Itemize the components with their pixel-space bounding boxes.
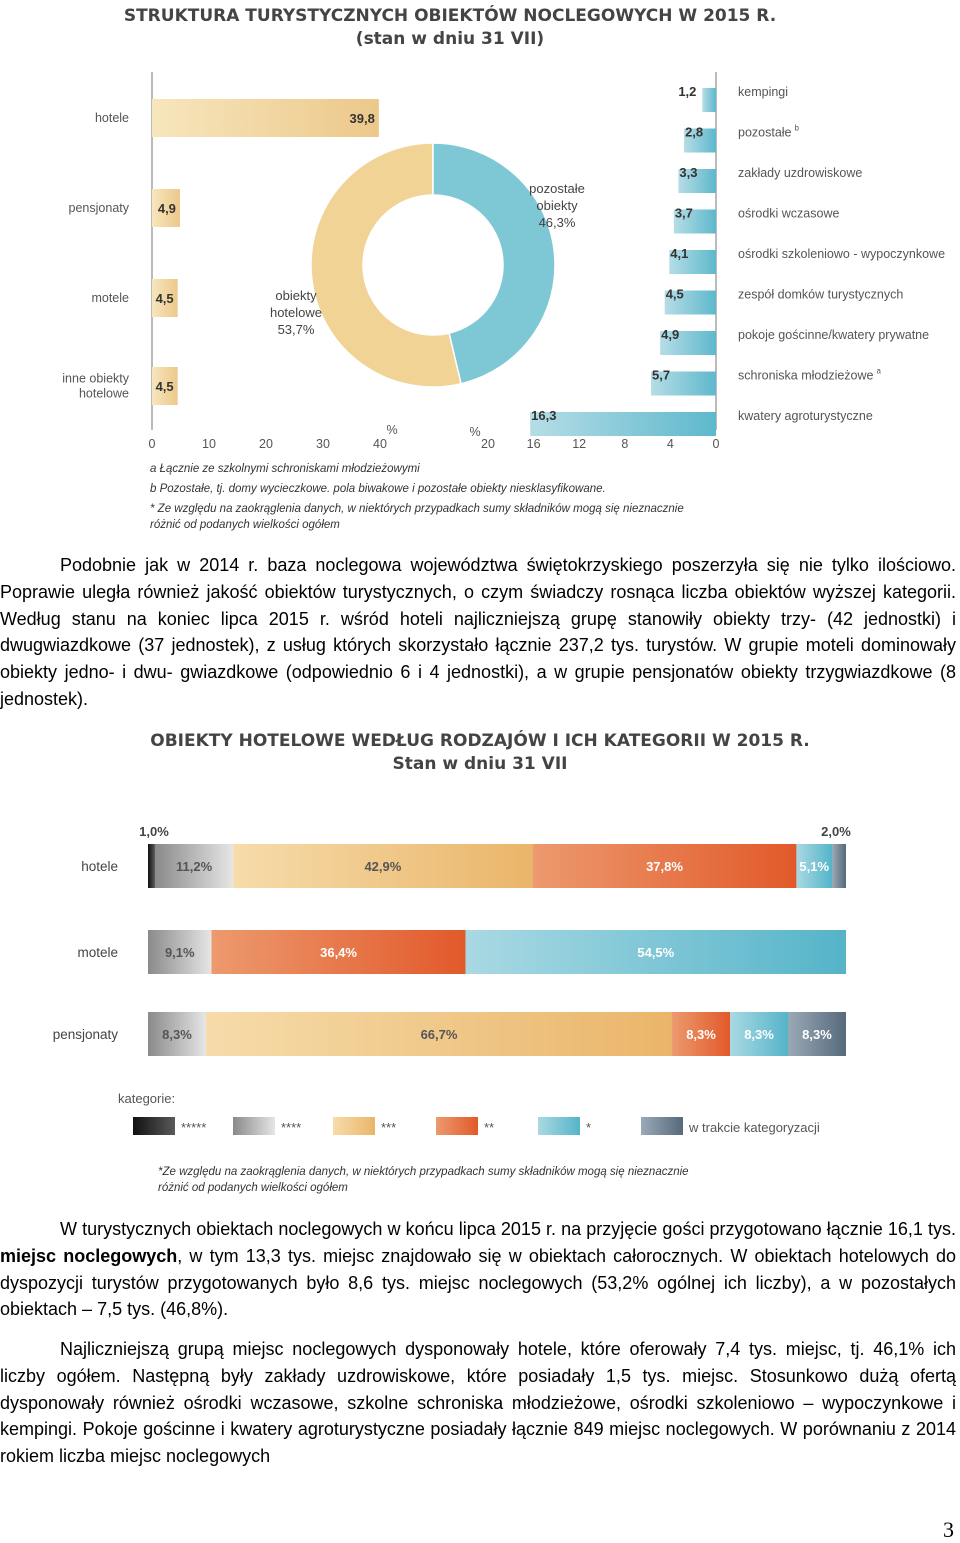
left-unit-label: % — [386, 423, 398, 437]
left-category-label: hotele — [94, 111, 129, 125]
footnote-a: a Łącznie ze szkolnymi schroniskami młodzieżowymi — [150, 463, 420, 475]
chart1-title — [0, 5, 900, 51]
right-category-label: kwatery agroturystyczne — [738, 409, 873, 423]
left-bar-value: 4,9 — [157, 201, 176, 216]
stacked-category-label: motele — [77, 945, 118, 960]
right-category-label: schroniska młodzieżowe $^a$ — [738, 366, 881, 383]
stacked-segment-label: 66,7% — [420, 1027, 458, 1042]
right-unit-label: % — [469, 425, 481, 439]
stacked-segment — [148, 844, 155, 888]
chart2-footnote-line1: *Ze względu na zaokrąglenia danych, w niektórych przypadkach sumy składników mogą się nieznacznie — [158, 1166, 689, 1178]
stacked-segment-label: 54,5% — [637, 945, 675, 960]
stacked-segment-label: 5,1% — [799, 859, 830, 874]
stacked-segment — [832, 844, 846, 888]
chart2-title-line2: Stan w dniu 31 VII — [392, 754, 568, 774]
left-bar — [152, 99, 379, 137]
paragraph-3-text: Najliczniejszą grupą miejsc noclegowych dysponowały hotele, które oferowały 7,4 tys. miejsc, tj. 46,1% ich liczby ogółem. Następną były zakłady uzdrowiskowe, które posiadały 1,5 tys. miejsc. Stosunkowo dużą ofertą dysponowały również ośrodki wczasowe, szkolne schroniska młodzieżowe, ośrodki szkoleniowo – wypoczynkowe i kempingi. Pokoje gościnne i kwatery agroturystyczne posiadały łącznie 849 miejsc noclegowych. W porównaniu z 2014 rokiem liczba miejsc noclegowych — [0, 1339, 956, 1467]
legend-label: * — [586, 1120, 592, 1135]
left-tick-label: 20 — [259, 437, 273, 451]
right-tick-label: 20 — [481, 437, 495, 451]
legend-swatch — [641, 1117, 683, 1135]
right-tick-label: 0 — [712, 437, 720, 451]
right-tick-label: 8 — [621, 437, 629, 451]
right-category-label: zespół domków turystycznych — [738, 287, 904, 302]
stacked-segment-label: 9,1% — [164, 945, 195, 960]
right-tick-label: 12 — [572, 437, 587, 451]
donut-label-other: 46,3% — [538, 215, 576, 230]
right-bar-value: 1,2 — [678, 84, 697, 99]
right-bar-value: 4,5 — [665, 286, 684, 302]
donut-label-hotel: obiekty — [275, 288, 317, 303]
chart2-title — [30, 730, 930, 776]
paragraph-2-bold: miejsc noclegowych — [0, 1245, 178, 1266]
right-bar-value: 4,1 — [670, 246, 689, 261]
left-category-label: pensjonaty — [68, 201, 129, 215]
legend-label: **** — [281, 1120, 302, 1135]
donut-label-other: obiekty — [536, 198, 578, 213]
stacked-segment-label: 37,8% — [646, 859, 683, 874]
stacked-bars — [53, 824, 852, 1056]
page-number: 3 — [943, 1517, 954, 1542]
left-bar-value: 39,8 — [349, 111, 375, 126]
stacked-category-label: hotele — [81, 859, 118, 874]
right-tick-label: 16 — [526, 437, 541, 451]
left-tick-label: 40 — [373, 437, 387, 451]
legend-swatch — [538, 1117, 580, 1135]
stacked-segment-label: 1,0% — [139, 824, 169, 839]
right-category-label: zakłady uzdrowiskowe — [738, 166, 863, 180]
left-tick-label: 30 — [316, 437, 330, 451]
footnote-b: b Pozostałe, tj. domy wycieczkowe. pola biwakowe i pozostałe obiekty niesklasyfikowane. — [150, 483, 606, 495]
chart1-title-line1: STRUKTURA TURYSTYCZNYCH OBIEKTÓW NOCLEGOWYCH W 2015 R. — [123, 6, 777, 26]
footnote-star-line2: różnić od podanych wielkości ogółem — [150, 519, 340, 531]
structure-chart — [0, 60, 960, 520]
paragraph-2-text-b: , w tym 13,3 tys. miejsc znajdowało się w obiektach całorocznych. W obiektach hotelowych do dyspozycji turystów przygotowanych było 8,6 tys. miejsc noclegowych (53,2% ogólnej ich liczby), a w pozostałych obiektach – 7,5 tys. (46,8%). — [0, 1245, 956, 1320]
stacked-segment-label: 42,9% — [364, 859, 402, 874]
stacked-segment-label: 8,3% — [686, 1027, 716, 1042]
footnote-star-line1: * Ze względu na zaokrąglenia danych, w niektórych przypadkach sumy składników mogą się nieznacznie — [150, 503, 684, 515]
right-bar — [530, 412, 716, 436]
chart1-title-line2: (stan w dniu 31 VII) — [355, 29, 545, 49]
stacked-segment-label: 8,3% — [744, 1027, 774, 1042]
right-bar-value: 4,9 — [661, 327, 680, 342]
donut-chart — [270, 143, 585, 387]
stacked-segment-label: 2,0% — [821, 824, 851, 839]
paragraph-2-text-a: W turystycznych obiektach noclegowych w końcu lipca 2015 r. na przyjęcie gości przygotowano łącznie 16,1 tys. — [60, 1219, 956, 1239]
left-category-label: hotelowe — [78, 386, 129, 401]
paragraph-2 — [0, 1216, 956, 1323]
donut-label-hotel: hotelowe — [269, 305, 323, 320]
right-category-label: kempingi — [738, 85, 789, 99]
right-bar-value: 3,7 — [674, 205, 693, 221]
stacked-segment-label: 36,4% — [320, 945, 357, 960]
left-category-label: inne obiekty — [62, 371, 129, 386]
donut-label-hotel: 53,7% — [277, 322, 315, 337]
left-tick-label: 0 — [148, 437, 156, 451]
right-category-superscript: b — [794, 123, 799, 133]
chart2-title-line1: OBIEKTY HOTELOWE WEDŁUG RODZAJÓW I ICH KATEGORII W 2015 R. — [150, 731, 810, 751]
paragraph-1 — [0, 552, 956, 713]
right-category-superscript: a — [876, 366, 881, 376]
legend-swatch — [133, 1117, 175, 1135]
legend-label: *** — [381, 1120, 397, 1135]
left-bar-value: 4,5 — [155, 379, 174, 394]
legend-label: ** — [484, 1120, 495, 1135]
stacked-category-label: pensjonaty — [52, 1027, 118, 1042]
legend-swatch — [436, 1117, 478, 1135]
donut-label-other: pozostałe — [529, 181, 585, 196]
hotel-categories-chart — [0, 810, 960, 1170]
paragraph-1-text: Podobnie jak w 2014 r. baza noclegowa województwa świętokrzyskiego poszerzyła się nie tylko ilościowo. Poprawie uległa również jakość obiektów turystycznych, o czym świadczy rosnąca liczba obiektów wyższej kategorii. Według stanu na koniec lipca 2015 r. wśród hoteli najliczniejszą grupę stanowiły obiekty trzy- (42 jednostki) i dwugwiazdkowe (37 jednostek), z usług których skorzystało łącznie 237,2 tys. turystów. W grupie moteli dominowały obiekty jedno- i dwu- gwiazdkowe (odpowiednio 6 i 4 jednostki), a w grupie pensjonatów obiekty trzygwiazdkowe (8 jednostek). — [0, 555, 956, 709]
paragraph-3 — [0, 1336, 956, 1470]
right-category-label: ośrodki wczasowe — [738, 206, 840, 221]
chart1-footnotes — [150, 461, 770, 533]
right-tick-label: 4 — [666, 437, 674, 451]
stacked-segment-label: 11,2% — [175, 859, 213, 874]
right-bar-value: 3,3 — [679, 165, 698, 180]
left-category-label: motele — [91, 291, 129, 305]
legend-title: kategorie: — [118, 1091, 176, 1106]
right-bar — [702, 88, 716, 112]
chart2-footnote-line2: różnić od podanych wielkości ogółem — [158, 1182, 348, 1194]
left-bar-value: 4,5 — [155, 291, 174, 306]
legend-label: w trakcie kategoryzacji — [689, 1120, 820, 1135]
legend-label: ***** — [181, 1120, 207, 1135]
right-category-label: ośrodki szkoleniowo - wypoczynkowe — [738, 247, 946, 261]
stacked-segment-label: 8,3% — [162, 1027, 192, 1042]
right-bar-value: 16,3 — [531, 408, 557, 423]
legend-swatch — [233, 1117, 275, 1135]
right-bar-value: 5,7 — [652, 367, 671, 383]
stacked-segment-label: 8,3% — [802, 1027, 832, 1042]
chart2-footnote — [158, 1164, 838, 1196]
category-legend — [118, 1091, 820, 1135]
right-category-label: pozostałe $^b$ — [738, 123, 799, 140]
right-bar-value: 2,8 — [685, 124, 704, 140]
legend-swatch — [333, 1117, 375, 1135]
right-category-label: pokoje gościnne/kwatery prywatne — [738, 328, 930, 342]
left-tick-label: 10 — [202, 437, 216, 451]
